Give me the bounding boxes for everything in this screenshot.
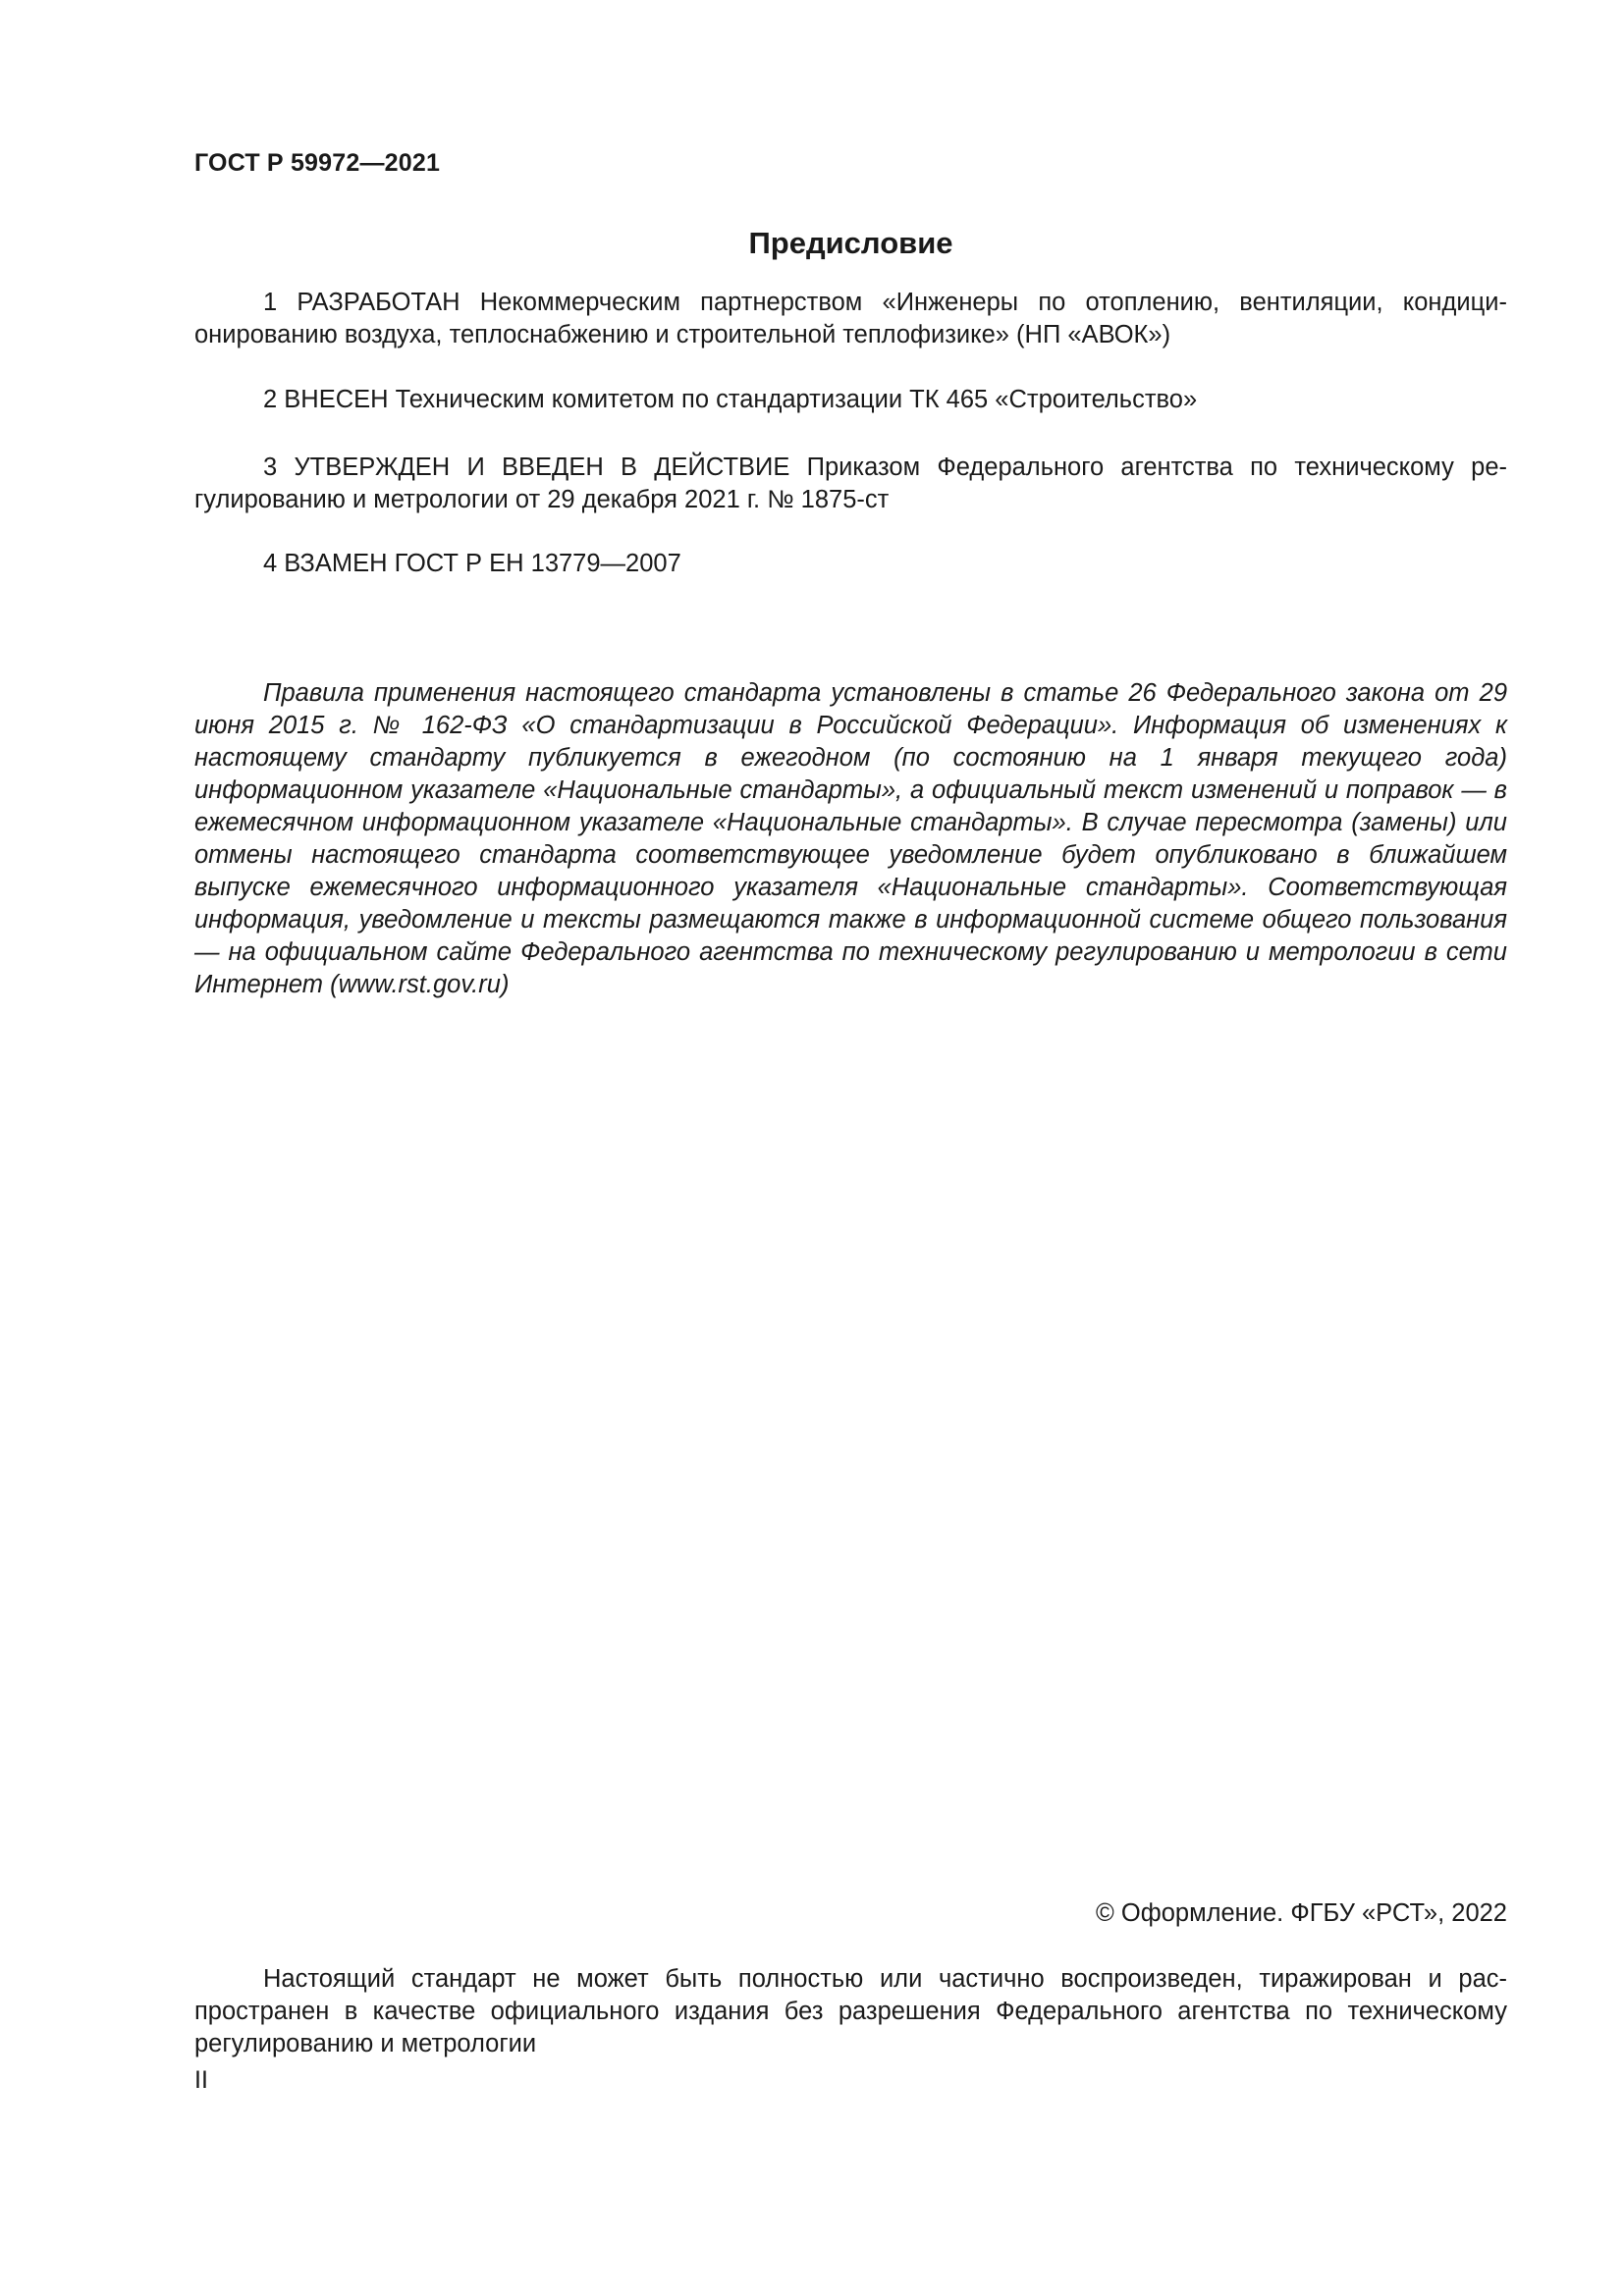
foreword-item-3: 3 УТВЕРЖДЕН И ВВЕДЕН В ДЕЙСТВИЕ Приказом Федерального агентства по техническому регулированию и метрологии от 29 декабря 2021 г. № 1875-ст bbox=[194, 454, 1507, 513]
foreword-item-1: 1 РАЗРАБОТАН Некоммерческим партнерством «Инженеры по отоплению, вентиляции, кондиционированию воздуха, теплоснабжению и строительной теплофизике» (НП «АВОК») bbox=[194, 289, 1507, 348]
application-rules-notice: Правила применения настоящего стандарта установлены в статье 26 Федерального закона от 29 июня 2015 г. № 162-ФЗ «О стандартизации в Российской Федерации». Информация об изменениях к настоящему стандарту публикуется в ежегодном (по состоянию на 1 января текущего года) информационном указателе «Национальные стандарты», а официальный текст изменений и поправок — в ежемесячном информационном указателе «Национальные стандарты». В случае пересмотра (замены) или отмены настоящего стандарта соответствующее уведомление будет опубликовано в ближайшем выпуске ежемесячного информационного указателя «Национальные стандарты». Соответствующая информация, уведомление и тексты размещаются также в информационной системе общего пользования — на официальном сайте Федерального агентства по техническому регулированию и метрологии в сети Интернет (www.rst.gov.ru) bbox=[194, 679, 1507, 998]
copyright-line: © Оформление. ФГБУ «РСТ», 2022 bbox=[1096, 1899, 1507, 1927]
reproduction-notice: Настоящий стандарт не может быть полностью или частично воспроизведен, тиражирован и распространен в качестве официального издания без разрешения Федерального агентства по техническому регулированию и метрологии bbox=[194, 1965, 1507, 2057]
foreword-item-2: 2 ВНЕСЕН Техническим комитетом по стандартизации ТК 465 «Строительство» bbox=[263, 386, 1198, 413]
document-code: ГОСТ Р 59972—2021 bbox=[194, 149, 441, 177]
foreword-item-4: 4 ВЗАМЕН ГОСТ Р ЕН 13779—2007 bbox=[263, 550, 681, 577]
page-number: II bbox=[194, 2066, 208, 2094]
section-title: Предисловие bbox=[748, 226, 953, 260]
